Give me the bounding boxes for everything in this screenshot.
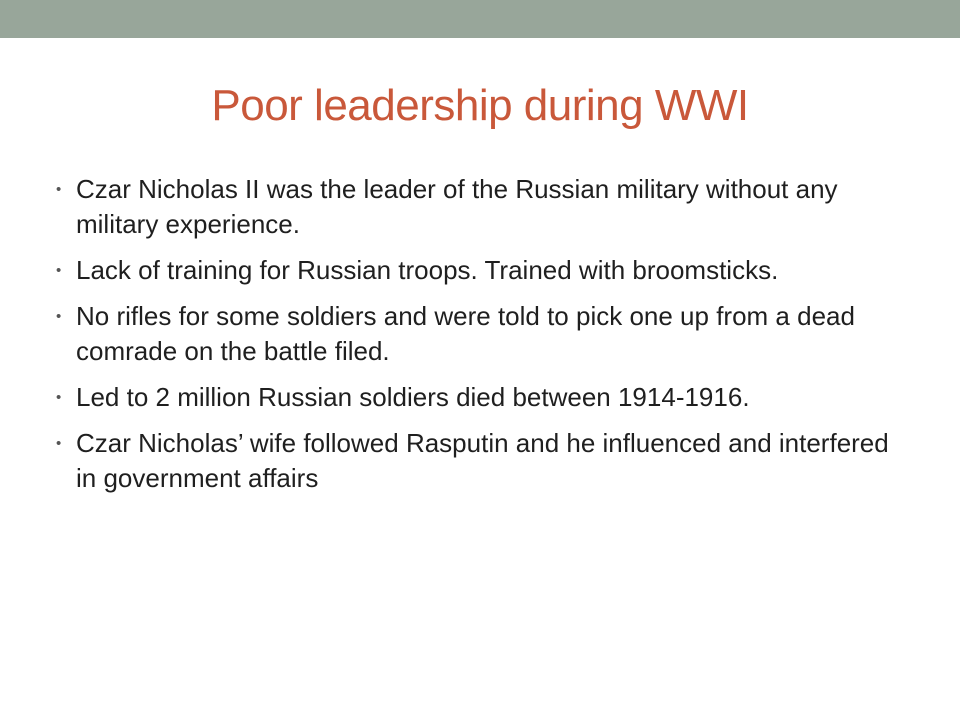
bullet-item [56, 253, 906, 288]
bullet-item [56, 172, 906, 242]
bullet-icon: • [56, 181, 62, 198]
bullet-text: Czar Nicholas’ wife followed Rasputin and he influenced and interfered in government affairs [76, 428, 889, 493]
bullet-text: Czar Nicholas II was the leader of the Russian military without any military experience. [76, 174, 838, 239]
bullet-icon: • [56, 389, 62, 406]
bullet-item [56, 380, 906, 415]
bullet-icon: • [56, 308, 62, 325]
bullet-text: Led to 2 million Russian soldiers died between 1914-1916. [76, 382, 750, 412]
bullet-text: Lack of training for Russian troops. Trained with broomsticks. [76, 255, 779, 285]
bullet-icon: • [56, 435, 62, 452]
slide-title: Poor leadership during WWI [211, 81, 749, 130]
bullet-text: No rifles for some soldiers and were told to pick one up from a dead comrade on the battle filed. [76, 301, 855, 366]
bullet-item [56, 426, 906, 496]
bullet-icon: • [56, 262, 62, 279]
top-accent-bar [0, 0, 960, 38]
bullet-list [56, 172, 906, 507]
bullet-item [56, 299, 906, 369]
